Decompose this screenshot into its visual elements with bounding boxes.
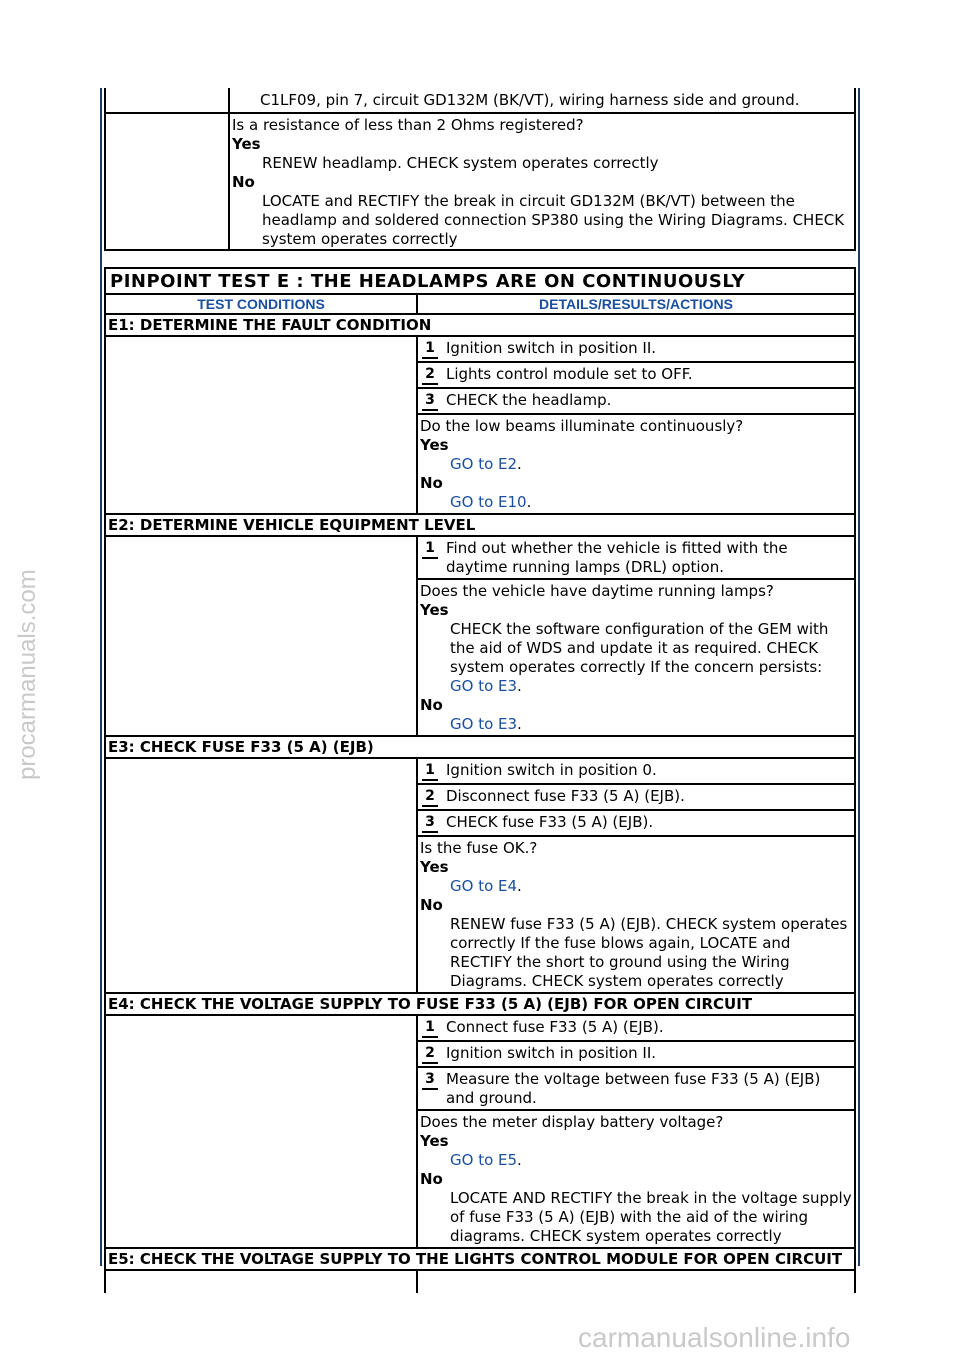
no-text: LOCATE AND RECTIFY the break in the voltage supply of fuse F33 (5 A) (EJB) with the aid of the wiring diagrams. CHECK system operates correctly <box>450 1189 852 1245</box>
step-number: 2 <box>422 788 438 807</box>
left-rule <box>100 88 102 1266</box>
step-e3-action <box>418 811 854 837</box>
step-e4-conditions <box>106 1016 418 1247</box>
period: . <box>517 455 522 473</box>
yes-label: Yes <box>420 601 449 619</box>
step-e2-conditions <box>106 537 418 735</box>
prev-question: Is a resistance of less than 2 Ohms registered? <box>232 116 584 134</box>
no-label: No <box>420 896 443 914</box>
prev-left-cell <box>106 88 229 113</box>
action-text: Ignition switch in position 0. <box>446 761 657 779</box>
no-label: No <box>420 1170 443 1188</box>
step-e4-question <box>418 1111 854 1247</box>
col-details-results: DETAILS/RESULTS/ACTIONS <box>539 296 733 312</box>
period: . <box>517 877 522 895</box>
question-text: Is the fuse OK.? <box>420 839 538 857</box>
step-number: 1 <box>422 762 438 781</box>
step-number: 1 <box>422 340 438 359</box>
step-number: 2 <box>422 1045 438 1064</box>
goto-e3-link[interactable]: GO to E3 <box>450 677 518 695</box>
column-header <box>106 295 854 315</box>
step-number: 3 <box>422 392 438 411</box>
step-e2-action <box>418 537 854 580</box>
prev-no-label: No <box>232 173 255 191</box>
step-e4-action <box>418 1068 854 1111</box>
period: . <box>517 677 522 695</box>
page-content <box>104 88 856 1293</box>
step-e1-heading: E1: DETERMINE THE FAULT CONDITION <box>106 315 854 337</box>
step-e3-question <box>418 837 854 992</box>
action-text: Find out whether the vehicle is fitted with the daytime running lamps (DRL) option. <box>446 539 788 576</box>
prev-question-cell <box>229 113 854 249</box>
prev-no-text: LOCATE and RECTIFY the break in circuit GD132M (BK/VT) between the headlamp and soldered connection SP380 using the Wiring Diagrams. CHECK system operates correctly <box>262 192 845 248</box>
step-e1-question <box>418 415 854 513</box>
step-e5-conditions <box>106 1271 418 1293</box>
action-text: Connect fuse F33 (5 A) (EJB). <box>446 1018 664 1036</box>
goto-e4-link[interactable]: GO to E4 <box>450 877 518 895</box>
yes-label: Yes <box>420 858 449 876</box>
step-e3-action <box>418 759 854 785</box>
action-text: Ignition switch in position II. <box>446 1044 657 1062</box>
period: . <box>526 493 532 511</box>
step-e5-heading: E5: CHECK THE VOLTAGE SUPPLY TO THE LIGHTS CONTROL MODULE FOR OPEN CIRCUIT <box>106 1249 854 1271</box>
no-text: RENEW fuse F33 (5 A) (EJB). CHECK system operates correctly If the fuse blows again, LOCATE and RECTIFY the short to ground using the Wiring Diagrams. CHECK system operates correctly <box>450 915 848 990</box>
prev-yes-text: RENEW headlamp. CHECK system operates correctly <box>262 154 659 172</box>
step-e3-conditions <box>106 759 418 992</box>
no-label: No <box>420 696 443 714</box>
yes-label: Yes <box>420 1132 449 1150</box>
step-e1-conditions <box>106 337 418 513</box>
prev-row1-cell <box>229 88 854 113</box>
step-e4-heading: E4: CHECK THE VOLTAGE SUPPLY TO FUSE F33 (5 A) (EJB) FOR OPEN CIRCUIT <box>106 994 854 1016</box>
previous-test-table <box>104 88 856 251</box>
prev-yes-label: Yes <box>232 135 261 153</box>
step-e2-body <box>106 537 854 737</box>
pinpoint-test-e <box>104 267 856 1293</box>
step-e2-question <box>418 580 854 735</box>
step-e3-body <box>106 759 854 994</box>
goto-e2-link[interactable]: GO to E2 <box>450 455 518 473</box>
step-e1-action <box>418 389 854 415</box>
goto-e10-link[interactable]: GO to E10 <box>450 493 527 511</box>
question-text: Does the meter display battery voltage? <box>420 1113 724 1131</box>
step-e4-action <box>418 1016 854 1042</box>
prev-left-cell-2 <box>106 113 229 249</box>
action-text: CHECK the headlamp. <box>446 391 612 409</box>
yes-text: CHECK the software configuration of the GEM with the aid of WDS and update it as required. CHECK system operates correctly If the concern persists: <box>450 620 829 676</box>
step-e1-action <box>418 337 854 363</box>
step-number: 2 <box>422 366 438 385</box>
action-text: Lights control module set to OFF. <box>446 365 693 383</box>
goto-e3-link[interactable]: GO to E3 <box>450 715 518 733</box>
step-e3-heading: E3: CHECK FUSE F33 (5 A) (EJB) <box>106 737 854 759</box>
step-e1-action <box>418 363 854 389</box>
action-text: Disconnect fuse F33 (5 A) (EJB). <box>446 787 685 805</box>
question-text: Do the low beams illuminate continuously? <box>420 417 744 435</box>
period: . <box>517 715 522 733</box>
step-number: 1 <box>422 1019 438 1038</box>
step-e1-body <box>106 337 854 515</box>
right-rule <box>858 88 860 1266</box>
step-e2-heading: E2: DETERMINE VEHICLE EQUIPMENT LEVEL <box>106 515 854 537</box>
step-e4-action <box>418 1042 854 1068</box>
action-text: CHECK fuse F33 (5 A) (EJB). <box>446 813 654 831</box>
watermark-bottom: carmanualsonline.info <box>578 1322 851 1353</box>
yes-label: Yes <box>420 436 449 454</box>
prev-row1-text: C1LF09, pin 7, circuit GD132M (BK/VT), wiring harness side and ground. <box>260 91 800 109</box>
goto-e5-link[interactable]: GO to E5 <box>450 1151 518 1169</box>
no-label: No <box>420 474 443 492</box>
watermark-left: procarmanuals.com <box>14 569 41 780</box>
step-number: 3 <box>422 814 438 833</box>
period: . <box>517 1151 522 1169</box>
step-e5-body <box>106 1271 854 1293</box>
col-test-conditions: TEST CONDITIONS <box>106 295 418 313</box>
action-text: Ignition switch in position II. <box>446 339 657 357</box>
step-number: 3 <box>422 1071 438 1090</box>
pinpoint-title: PINPOINT TEST E : THE HEADLAMPS ARE ON CONTINUOUSLY <box>106 269 854 295</box>
step-e4-body <box>106 1016 854 1249</box>
step-number: 1 <box>422 540 438 559</box>
step-e3-action <box>418 785 854 811</box>
question-text: Does the vehicle have daytime running lamps? <box>420 582 774 600</box>
action-text: Measure the voltage between fuse F33 (5 A) (EJB) and ground. <box>446 1070 821 1107</box>
